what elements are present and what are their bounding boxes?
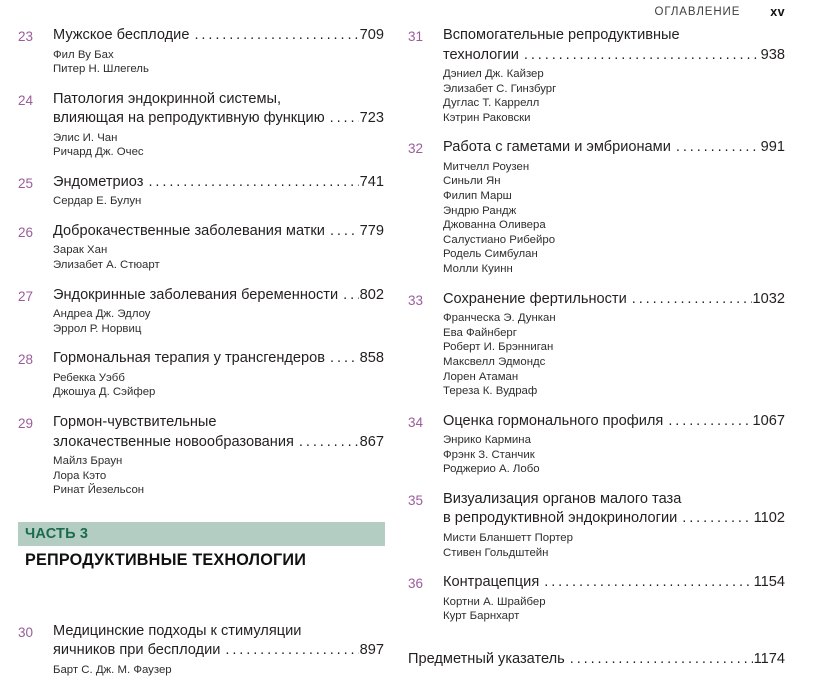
toc-entry-list-right xyxy=(408,26,785,624)
toc-entry-title xyxy=(53,90,384,129)
toc-entry-authors xyxy=(53,243,384,272)
toc-entry-title xyxy=(53,222,384,242)
toc-entry-page: 709 xyxy=(359,27,384,43)
toc-entry-authors xyxy=(53,663,384,678)
toc-entry-number: 23 xyxy=(18,29,34,44)
toc-entry-title xyxy=(53,349,384,369)
toc-entry-list-left xyxy=(18,26,384,498)
toc-entry-body xyxy=(53,26,384,77)
toc-entry-title-line: яичников при бесплодии xyxy=(53,642,221,659)
toc-entry-title xyxy=(53,26,384,46)
leader-dots xyxy=(148,173,358,193)
leader-dots xyxy=(330,349,359,369)
author-name: Майлз Браун xyxy=(53,455,123,468)
toc-entry-page: 1067 xyxy=(752,412,785,429)
index-entry-page: 1174 xyxy=(753,650,785,667)
toc-entry-title-lastline xyxy=(443,412,785,432)
toc-entry-title-line: Медицинские подходы к стимуляции xyxy=(53,622,302,639)
author-name: Дэниел Дж. Кайзер xyxy=(443,68,544,80)
toc-entry-number: 33 xyxy=(408,292,424,308)
toc-entry-title-line: Эндометриоз xyxy=(53,173,144,190)
toc-entry-body xyxy=(53,173,384,209)
author-name: Эндрю Рандж xyxy=(443,204,517,217)
toc-entry-title-line: Сохранение фертильности xyxy=(443,290,627,307)
toc-entry-number: 36 xyxy=(408,576,424,592)
toc-entry-authors xyxy=(53,48,384,77)
toc-entry-title-lastline xyxy=(53,286,384,306)
toc-entry-page: 897 xyxy=(359,642,384,659)
author-name: Ричард Дж. Очес xyxy=(53,146,144,159)
leader-dots xyxy=(524,46,760,66)
author-name: Родель Симбулан xyxy=(443,248,538,261)
author-name: Курт Барнхарт xyxy=(443,610,520,623)
toc-entry-number: 32 xyxy=(408,141,424,157)
toc-entry-number: 25 xyxy=(18,175,34,191)
author-name: Эррол Р. Норвиц xyxy=(53,322,142,335)
toc-entry-title-line: технологии xyxy=(443,46,519,63)
author-name: Салустиано Рибейро xyxy=(443,233,556,246)
author-name: Сердар Е. Булун xyxy=(53,195,142,208)
toc-entry[interactable] xyxy=(408,26,785,125)
toc-entry-title-line: Патология эндокринной системы, xyxy=(53,90,282,107)
toc-entry-body xyxy=(53,90,384,160)
author-name: Лорен Атаман xyxy=(443,370,519,383)
toc-entry[interactable] xyxy=(408,290,785,399)
toc-entry-title-lastline xyxy=(53,109,384,129)
index-entry-leader xyxy=(570,650,753,670)
toc-entry-page: 779 xyxy=(359,222,384,239)
toc-entry-body xyxy=(53,349,384,400)
author-name: Мисти Бланшетт Портер xyxy=(443,531,573,544)
toc-entry[interactable] xyxy=(408,412,785,477)
author-name: Роберт И. Брэнниган xyxy=(443,341,554,354)
toc-entry-body xyxy=(53,286,384,337)
toc-entry-title-line: злокачественные новообразования xyxy=(53,433,294,450)
toc-entry-title xyxy=(443,138,785,158)
leader-dots xyxy=(544,573,752,593)
author-name: Энрико Кармина xyxy=(443,434,531,447)
author-name: Максвелл Эдмондс xyxy=(443,355,546,368)
toc-entry-body xyxy=(53,413,384,498)
author-name: Роджерио А. Лобо xyxy=(443,463,540,476)
toc-entry-title xyxy=(443,290,785,310)
toc-entry[interactable] xyxy=(408,138,785,276)
toc-entry-title-lastline xyxy=(443,46,785,66)
toc-entry-title xyxy=(53,622,384,661)
toc-entry[interactable] xyxy=(408,573,785,624)
toc-entry[interactable] xyxy=(18,90,384,160)
toc-entry-page: 1154 xyxy=(753,574,785,591)
toc-entry-page: 867 xyxy=(359,433,384,450)
toc-entry-number: 34 xyxy=(408,414,424,430)
toc-entry-title-line: Доброкачественные заболевания матки xyxy=(53,222,325,239)
author-name: Андреа Дж. Эдлоу xyxy=(53,308,151,321)
toc-entry-authors xyxy=(53,371,384,400)
author-name: Франческа Э. Дункан xyxy=(443,312,556,325)
author-name: Кэтрин Раковски xyxy=(443,111,531,124)
toc-entry-page: 858 xyxy=(359,350,384,367)
toc-entry-authors xyxy=(53,307,384,336)
leader-dots xyxy=(676,138,760,158)
author-name: Элизабет А. Стюарт xyxy=(53,259,160,272)
toc-entry-number: 35 xyxy=(408,492,424,508)
toc-entry[interactable] xyxy=(18,222,384,273)
toc-entry-title xyxy=(53,413,384,452)
toc-entry-body xyxy=(53,222,384,273)
author-name: Синьли Ян xyxy=(443,175,501,188)
toc-entry[interactable] xyxy=(18,413,384,498)
leader-dots xyxy=(225,641,358,661)
toc-entry[interactable] xyxy=(18,349,384,400)
toc-entry-authors xyxy=(443,67,785,125)
toc-entry-authors xyxy=(443,531,785,560)
part-banner-label: ЧАСТЬ 3 xyxy=(25,525,89,542)
author-name: Барт С. Дж. М. Фаузер xyxy=(53,663,172,676)
toc-entry-page: 741 xyxy=(359,173,384,190)
author-name: Ринат Йезельсон xyxy=(53,484,145,497)
toc-entry-body xyxy=(53,622,384,678)
toc-entry-title-lastline xyxy=(443,573,785,593)
author-name: Фил Ву Бах xyxy=(53,48,114,61)
running-head-title: ОГЛАВЛЕНИЕ xyxy=(654,6,741,18)
toc-entry-title-lastline xyxy=(443,290,785,310)
toc-entry-title-line: Гормональная терапия у трансгендеров xyxy=(53,350,326,367)
toc-entry-title-lastline xyxy=(53,433,384,453)
index-entry[interactable] xyxy=(408,650,785,670)
toc-entry-title-line: Оценка гормонального профиля xyxy=(443,412,664,429)
toc-entry[interactable] xyxy=(18,622,384,678)
toc-entry-title-line: влияющая на репродуктивную функцию xyxy=(53,110,325,127)
toc-entry[interactable] xyxy=(408,490,785,560)
author-name: Джованна Оливера xyxy=(443,219,546,232)
toc-entry-title-lastline xyxy=(53,349,384,369)
toc-entry-number: 28 xyxy=(18,352,34,368)
toc-entry[interactable] xyxy=(18,286,384,337)
leader-dots xyxy=(299,433,359,453)
toc-entry-title xyxy=(443,26,785,65)
toc-entry-title-lastline xyxy=(53,222,384,242)
author-name: Лора Кэто xyxy=(53,469,107,482)
leader-dots xyxy=(194,26,358,46)
toc-entry-page: 802 xyxy=(359,286,384,303)
part-title: РЕПРОДУКТИВНЫЕ ТЕХНОЛОГИИ xyxy=(25,550,307,569)
toc-entry-title-lastline xyxy=(443,509,785,529)
author-name: Митчелл Роузен xyxy=(443,160,530,173)
toc-entry-page: 1032 xyxy=(752,290,785,307)
part-banner xyxy=(18,522,385,546)
toc-entry-number: 27 xyxy=(18,288,34,304)
toc-entry-authors xyxy=(443,160,785,277)
author-name: Питер Н. Шлегель xyxy=(53,63,149,76)
toc-entry-body xyxy=(443,573,785,624)
toc-entry-title xyxy=(53,286,384,306)
toc-columns xyxy=(0,26,824,699)
leader-dots xyxy=(632,290,752,310)
author-name: Ребекка Уэбб xyxy=(53,371,125,384)
toc-entry-body xyxy=(443,290,785,399)
toc-entry-title-line: Контрацепция xyxy=(443,574,540,591)
toc-entry-page: 1102 xyxy=(753,510,785,527)
toc-entry-authors xyxy=(443,433,785,477)
toc-entry-number: 24 xyxy=(18,92,34,108)
toc-entry-title-line: Мужское бесплодие xyxy=(53,27,190,43)
toc-entry-authors xyxy=(53,454,384,498)
part-spacer xyxy=(18,592,384,622)
index-entry-title: Предметный указатель xyxy=(408,650,565,667)
author-name: Стивен Гольдштейн xyxy=(443,546,549,559)
toc-entry[interactable] xyxy=(18,173,384,209)
toc-entry-body xyxy=(443,26,785,125)
toc-entry-title-line: Работа с гаметами и эмбрионами xyxy=(443,139,671,156)
author-name: Дуглас Т. Каррелл xyxy=(443,97,540,110)
toc-entry-title-line: Вспомогательные репродуктивные xyxy=(443,27,680,43)
page-folio: xv xyxy=(770,5,785,19)
toc-entry-page: 723 xyxy=(359,110,384,127)
toc-entry[interactable] xyxy=(18,26,384,77)
toc-entry-number: 29 xyxy=(18,416,34,432)
author-name: Ева Файнберг xyxy=(443,326,517,339)
leader-dots xyxy=(343,286,358,306)
author-name: Элизабет С. Гинзбург xyxy=(443,82,557,95)
author-name: Тереза К. Вудраф xyxy=(443,385,538,398)
toc-left-column xyxy=(0,26,400,699)
toc-entry-title-lastline xyxy=(443,138,785,158)
toc-entry-title-lastline xyxy=(53,641,384,661)
toc-entry-authors xyxy=(443,311,785,399)
author-name: Молли Куинн xyxy=(443,263,513,276)
toc-entry-number: 31 xyxy=(408,29,424,44)
toc-entry-body xyxy=(443,490,785,560)
leader-dots xyxy=(330,109,359,129)
toc-entry-authors xyxy=(53,131,384,160)
toc-entry-page: 938 xyxy=(760,46,785,63)
toc-entry-title xyxy=(443,573,785,593)
toc-entry-title xyxy=(443,490,785,529)
toc-entry-title-lastline xyxy=(53,26,384,46)
leader-dots xyxy=(668,412,751,432)
author-name: Филип Марш xyxy=(443,190,512,203)
author-name: Зарак Хан xyxy=(53,244,108,257)
toc-entry-authors xyxy=(443,595,785,624)
running-head xyxy=(0,4,785,20)
toc-right-column xyxy=(400,26,824,699)
toc-entry-page: 991 xyxy=(760,139,785,156)
toc-entry-title-lastline xyxy=(53,173,384,193)
part-block xyxy=(18,522,384,570)
toc-entry-number: 26 xyxy=(18,224,34,240)
leader-dots xyxy=(330,222,359,242)
toc-entry-title-line: в репродуктивной эндокринологии xyxy=(443,510,678,527)
toc-entry-number: 30 xyxy=(18,624,34,640)
author-name: Фрэнк З. Станчик xyxy=(443,448,535,461)
toc-entry-title-line: Гормон-чувствительные xyxy=(53,414,217,431)
author-name: Кортни А. Шрайбер xyxy=(443,595,546,608)
toc-entry-title-line: Эндокринные заболевания беременности xyxy=(53,286,339,303)
toc-entry-title xyxy=(53,173,384,193)
toc-entry-authors xyxy=(53,194,384,209)
toc-entry-title xyxy=(443,412,785,432)
toc-entry-body xyxy=(443,412,785,477)
toc-entry-list-left-after-part xyxy=(18,622,384,678)
leader-dots xyxy=(682,509,752,529)
toc-entry-body xyxy=(443,138,785,276)
author-name: Джошуа Д. Сэйфер xyxy=(53,386,156,399)
toc-entry-title-line: Визуализация органов малого таза xyxy=(443,490,682,507)
author-name: Элис И. Чан xyxy=(53,131,118,144)
